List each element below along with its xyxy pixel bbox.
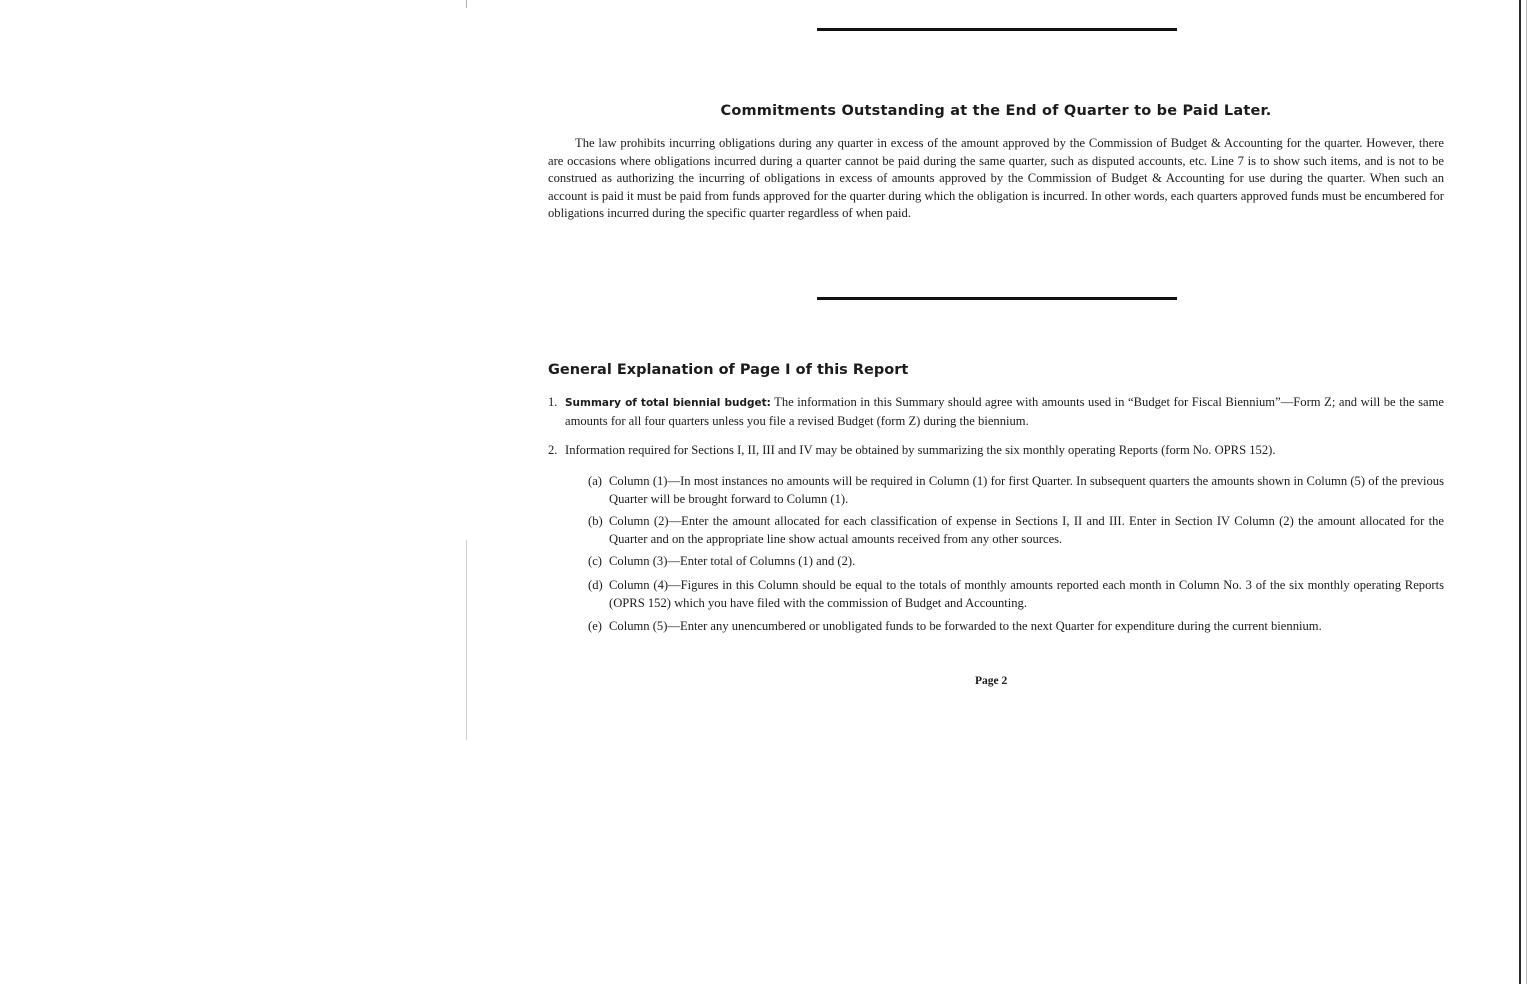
list-item-text: The information in this Summary should agree with amounts used in “Budget for Fiscal Biennium”—Form Z; and will be the same amounts for all four quarters unless you file a revised Budget (form Z) during the biennium. — [565, 395, 1445, 428]
subitem-a — [588, 473, 1444, 508]
subitem-label: (b) — [588, 514, 603, 528]
subitem-e — [588, 618, 1444, 636]
subitem-label: (c) — [588, 554, 602, 568]
subitem-text: Column (1)—In most instances no amounts will be required in Column (1) for first Quarter. In subsequent quarters the amounts shown in Column (5) of the previous Quarter will be brought forward to Column (1). — [609, 474, 1444, 506]
list-item-lead: Summary of total biennial budget: — [565, 397, 771, 409]
scan-edge-faint — [1526, 0, 1527, 984]
subitem-label: (d) — [588, 578, 603, 592]
page-number: Page 2 — [975, 675, 1008, 687]
subitem-label: (e) — [588, 619, 602, 633]
scan-mark — [466, 540, 467, 740]
list-item-number: 2. — [548, 443, 558, 457]
horizontal-rule-top — [817, 28, 1177, 31]
subitem-d — [588, 577, 1444, 612]
commitments-paragraph: The law prohibits incurring obligations during any quarter in excess of the amount approved by the Commission of Budget & Accounting for the quarter. However, there are occasions where obligations incurred during a quarter cannot be paid during the same quarter, such as disputed accounts, etc. Line 7 is to show such items, and is not to be construed as authorizing the incurring of obligations in excess of amounts approved by the Commission of Budget & Accounting for use during the quarter. When such an account is paid it must be paid from funds approved for the quarter during which the obligation is incurred. In other words, each quarters approved funds must be encumbered for obligations incurred during the specific quarter regardless of when paid. — [548, 136, 1444, 221]
subitem-text: Column (3)—Enter total of Columns (1) and (2). — [609, 554, 856, 568]
subitem-text: Column (4)—Figures in this Column should be equal to the totals of monthly amounts reported each month in Column No. 3 of the six monthly operating Reports (OPRS 152) which you have filed with the commission of Budget and Accounting. — [609, 578, 1444, 610]
section-heading-commitments: Commitments Outstanding at the End of Quarter to be Paid Later. — [720, 103, 1272, 119]
horizontal-rule-middle — [817, 297, 1177, 300]
list-item-text: Information required for Sections I, II, III and IV may be obtained by summarizing the six monthly operating Reports (form No. OPRS 152). — [565, 443, 1276, 457]
subitem-b — [588, 513, 1444, 548]
list-item-number: 1. — [548, 395, 558, 409]
subitem-text: Column (5)—Enter any unencumbered or unobligated funds to be forwarded to the next Quarter for expenditure during the current biennium. — [609, 619, 1322, 633]
scan-edge — [1519, 0, 1521, 984]
section-heading-general-explanation: General Explanation of Page I of this Report — [548, 362, 909, 378]
list-item-information — [548, 442, 1444, 460]
list-item-summary — [548, 394, 1444, 430]
subitem-c — [588, 553, 1444, 571]
subitem-text: Column (2)—Enter the amount allocated for each classification of expense in Sections I, II and III. Enter in Section IV Column (2) the amount allocated for the Quarter and on the appropriate line show actual amounts received from any other sources. — [609, 514, 1444, 546]
scan-mark — [466, 0, 467, 8]
subitem-label: (a) — [588, 474, 602, 488]
